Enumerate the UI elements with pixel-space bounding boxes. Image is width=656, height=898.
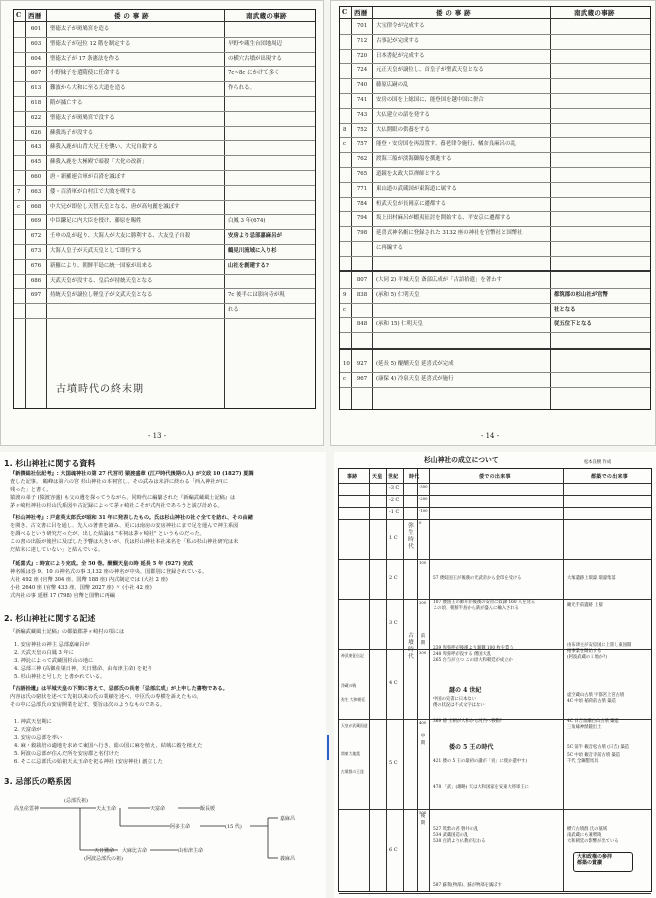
table-row	[340, 63, 650, 79]
year-mark: 500	[419, 810, 427, 815]
year-cell: 672	[30, 233, 42, 240]
year-cell: 720	[356, 52, 368, 59]
text-line: 3. 神託によって武蔵国杉山の地に	[14, 658, 94, 665]
year-cell: 668	[30, 203, 42, 210]
year-cell: 712	[356, 37, 368, 44]
document-sugiyama-materials	[0, 452, 326, 898]
text-line: 『古語拾遺』は平城天皇の下問に答えて、忌部氏の長老「忌部広成」が上申した書物である。	[10, 686, 228, 692]
chronology-table-13	[13, 9, 316, 409]
tsuzuki-event: 都築の賞讃	[577, 860, 603, 866]
year-cell: 663	[30, 188, 42, 195]
table-row	[340, 123, 650, 139]
year-cell: 838	[356, 291, 368, 298]
year-cell: 724	[356, 67, 368, 74]
wa-event: 107 倭国王の帥升が後漢の安帝に奴隷 160 人を送る	[433, 600, 536, 605]
year-mark: 200	[419, 600, 427, 605]
wa-event: 248 卑弥呼が没する 倭国大乱	[433, 652, 492, 657]
year-mark: -100	[419, 508, 428, 513]
col-header-3: 世紀	[388, 474, 399, 480]
event-cell: 小野妹子を遣隋使に任命する	[50, 70, 121, 77]
tree-node-10: 由布津主命	[178, 848, 204, 854]
year-mark: 400	[419, 720, 427, 725]
table-row	[14, 37, 315, 53]
section-1-p1	[10, 470, 254, 510]
south-musashi-cell: 山社を創建する?	[228, 262, 269, 269]
south-musashi-cell: 鶴見川流域に入り杉	[228, 248, 277, 254]
col-header-6: 都築での出来事	[591, 474, 629, 480]
tsuzuki-event: 虚空蔵山古墳 宇都宮上宮古墳	[567, 693, 625, 698]
wa-event: 倭の 5 王の時代	[449, 744, 494, 751]
header-year: 西暦	[28, 12, 42, 20]
event-cell: 大宝律令が完成する	[376, 23, 425, 29]
wa-event: 謎の 4 世紀	[449, 687, 482, 694]
text-line: だ結末に達していない」と結んでいる。	[10, 547, 104, 554]
century-band	[339, 719, 651, 810]
year-cell: 603	[30, 40, 42, 47]
year-cell: 604	[30, 55, 42, 62]
year-cell: 765	[356, 171, 368, 177]
chronology-table-14	[339, 6, 651, 410]
year-mark: 300	[419, 650, 427, 655]
event-cell: に再編する	[376, 245, 403, 251]
left-label: 浄蔵の戦	[341, 683, 357, 688]
century-label: -2 C	[389, 497, 400, 503]
header-c: C	[342, 8, 348, 16]
chart-sugiyama-origin	[334, 452, 656, 898]
south-musashi-cell: れる	[228, 307, 239, 314]
tsuzuki-event: 千代 全鋼製馬具	[567, 759, 599, 764]
event-cell: (大同 2) 平城天皇 斎部広成が「古語拾遺」を著わす	[376, 277, 502, 283]
table-row	[340, 197, 650, 213]
kofun-caption: 古墳時代の終末期	[56, 384, 144, 395]
event-cell: 日本書紀が完成する	[376, 52, 425, 59]
year-cell: 613	[30, 85, 42, 92]
text-line: 大社 492 座 (官幣 304 座、国幣 188 座) 内式制定では (大社 2 座)	[10, 577, 168, 584]
tree-node-3: 天富命	[150, 806, 166, 812]
year-cell: 622	[30, 114, 42, 121]
header-events: 倭 の 事 跡	[436, 9, 471, 17]
event-cell: 蘇我入鹿が山背大兄王を襲い、大兄自殺する	[50, 144, 158, 151]
tsuzuki-event: 南武蔵にも兼殯陵	[567, 833, 602, 838]
year-cell: 686	[30, 277, 42, 284]
century-cell: 8	[343, 126, 347, 133]
table-row	[340, 137, 650, 153]
wa-event: 369 倭 王朝が大和から河内へ移動?	[433, 719, 503, 724]
tree-node-1: 高皇産霊神	[14, 806, 40, 812]
tree-node-5: 阿多主命	[170, 824, 191, 830]
south-musashi-cell: 従五位下となる	[554, 321, 592, 328]
year-cell: 771	[356, 185, 368, 192]
year-cell: 798	[356, 230, 368, 237]
year-cell: 643	[30, 144, 42, 151]
tsuzuki-event: 大和朝廷の影響が出ている	[567, 839, 619, 844]
text-line: 4. 麻・穀栽培の適地を求めて東国へ行き、総の国に麻を植え、結城に穀を植えた	[14, 743, 203, 750]
wa-event: 57 倭奴国王が後漢の光武帝から金印を受ける	[433, 576, 522, 581]
wa-event: 527 筑紫の君 磐井の乱	[433, 827, 479, 832]
tsuzuki-event: 5C 中頃 観音寺前古墳 築造	[567, 753, 621, 758]
event-cell: 持統天皇が譲位し軽皇子が文武天皇となる	[50, 292, 153, 299]
header-south: 南武蔵の事跡	[574, 9, 615, 17]
event-cell: 聖徳太子が斑鳩宮を造る	[50, 26, 110, 32]
event-cell: 蘇我馬子が没する	[50, 129, 94, 136]
year-cell: 697	[30, 292, 42, 299]
south-musashi-cell: 作られる。	[228, 85, 255, 92]
century-cell: 10	[343, 361, 350, 367]
col-header-5: 倭での出来事	[479, 474, 511, 480]
chart-author: 松本良樹 作成	[584, 460, 612, 465]
page-14	[330, 0, 656, 446]
page-number: - 13 -	[148, 432, 167, 440]
year-cell: 607	[30, 70, 42, 77]
tree-node-6: (15 代)	[225, 824, 242, 830]
tree-note-2: (阿波忌部氏の祖)	[84, 856, 123, 862]
chart-title: 杉山神社の成立について	[424, 456, 499, 464]
tsuzuki-event: 三角縁神獣鏡出土	[567, 725, 602, 730]
wa-event: 538 百済より仏教が伝わる	[433, 839, 486, 844]
era-label: 弥生時代	[408, 523, 414, 550]
year-cell: 676	[30, 262, 42, 269]
wa-event: 534 武蔵国造の乱	[433, 833, 469, 838]
table-row	[14, 259, 315, 275]
tsuzuki-event: 観光手前遺跡 上層	[567, 603, 603, 608]
header-events: 倭 の 事 跡	[114, 12, 149, 20]
year-cell: 626	[30, 129, 42, 136]
table-row	[14, 170, 315, 186]
event-cell: (承和 15) 仁明天皇	[376, 321, 423, 328]
year-cell: 752	[356, 126, 368, 133]
text-line: 1. 安房神社の神主 忌部嘉麻呂が	[14, 642, 90, 648]
section-2-intro: 『新編武蔵風土記稿』の都築郡茅ヶ崎村の項には	[10, 629, 125, 635]
event-cell: 壬申の乱が起り、大海人が大友に勝利する、大友皇子自殺	[50, 233, 191, 240]
year-cell: 807	[356, 277, 368, 283]
section-2-kogo	[10, 685, 228, 709]
era-table	[338, 468, 652, 892]
left-label: 天皇が武蔵国造	[341, 723, 368, 728]
wa-event: 478 「武」(雄略) 天は大和国家を安東大将軍王に	[433, 785, 529, 790]
century-cell: c	[343, 375, 347, 382]
text-line: 小社 2640 座 (官幣 433 座、国幣 2027 座) 〃 (小社 42 座)	[10, 585, 152, 592]
col-header-1: 事跡	[347, 474, 358, 480]
text-line: 5. 杉山神社と号した と書かれている。	[14, 674, 106, 681]
table-row	[14, 274, 315, 290]
event-cell: 渡海三船が淡海御船を撰進する	[376, 156, 452, 163]
section-2-items2	[14, 718, 202, 767]
era-sub-label: 後期	[420, 814, 426, 826]
table-row	[14, 66, 315, 82]
century-cell: 7	[17, 188, 21, 195]
page-number: - 14 -	[481, 432, 500, 440]
event-cell: 坂上田村麻呂が蝦夷征討を開始する、平安京に遷都する	[376, 215, 511, 222]
event-cell: 聖徳太子が冠位 12 階を制定する	[50, 40, 131, 47]
text-line: を関き、古文書に目を通し、先人の著書を讀み、更には南房の安房神社にまで足を運んで神主系図	[10, 523, 239, 530]
text-line: 式内社の事 延暦 17 (798) 官幣と国幣に再編	[10, 593, 115, 600]
tree-node-11: 義麻呂	[280, 856, 296, 862]
text-line: 1. 神武天皇期に	[14, 719, 52, 725]
table-row	[340, 167, 650, 183]
event-cell: (承和 5) 仁明天皇	[376, 291, 420, 298]
event-cell: 難波から大和に至る大道を造る	[50, 85, 126, 92]
table-row	[340, 49, 650, 65]
year-cell: 762	[356, 156, 368, 163]
century-label: 3 C	[389, 620, 398, 626]
highlight-box	[573, 852, 633, 872]
south-musashi-cell: 社となる	[554, 306, 576, 313]
table-row	[14, 185, 315, 201]
south-musashi-cell: 安房より忌部嘉麻呂が	[228, 233, 282, 240]
table-row	[340, 34, 650, 50]
century-label: -3 C	[389, 485, 400, 491]
era-label: 古墳時代	[408, 633, 414, 660]
event-cell: 隋が滅亡する	[50, 100, 83, 106]
south-musashi-cell: 7c~8c にかけて多く	[228, 70, 280, 77]
tsuzuki-event: 大塚遺跡上環濠 環濠集落	[567, 576, 616, 581]
text-line: 『杉山神社考』: 戸倉英太郎氏が昭和 31 年に発表したもの。氏は杉山神社の社ぐ全てを訪れ、その由緒	[10, 515, 253, 521]
event-cell: 中臣鎌足に内大臣を授け、藤原を賜姓	[50, 218, 142, 225]
page-13	[0, 0, 324, 446]
table-row	[340, 152, 650, 168]
wa-event: 265 台与が立つ この頃大和朝廷が成立か	[433, 658, 513, 663]
year-cell: 927	[356, 361, 368, 367]
text-line: 2. 天武天皇の白鳳 3 年に	[14, 650, 74, 657]
tsuzuki-event: (阿波武蔵のミ地か?)	[567, 655, 608, 660]
text-line: この書の出版が後世に及ぼした予響は大きいが、氏は杉山神社本社来名を「私の杉山神社研究は未	[10, 539, 239, 546]
table-row	[14, 229, 315, 245]
left-label: 関東大地震	[341, 751, 360, 756]
table-row	[340, 211, 650, 227]
col-header-2: 天皇	[372, 474, 383, 480]
event-cell: 新羅により、朝鮮半島に統一国家が出来る	[50, 262, 153, 269]
event-cell: (康保 4) 冷泉天皇 延喜式が施行	[376, 375, 454, 382]
table-row	[340, 78, 650, 94]
col-header-4: 時代	[409, 474, 420, 480]
table-row	[14, 155, 315, 171]
century-band	[339, 519, 651, 560]
event-cell: 天武天皇が没する、皇后が持統天皇となる	[50, 277, 153, 284]
text-line: 3. 安房の忌部を率い	[14, 735, 63, 742]
event-cell: 唐・新羅連合軍が百済を滅ぼす	[50, 174, 126, 180]
year-cell: 757	[356, 141, 368, 148]
tree-node-7: 嘉麻呂	[280, 816, 296, 822]
south-musashi-cell: 白鳳 3 年(674)	[228, 218, 266, 225]
table-row	[340, 19, 650, 35]
era-sub-label: 中期	[420, 734, 426, 746]
century-label: 1 C	[389, 535, 398, 541]
year-mark: -300	[419, 484, 428, 489]
event-cell: 聖徳太子が斑鳩宮で没する	[50, 114, 115, 121]
table-row	[340, 372, 650, 388]
tree-node-4: 飯長媛	[200, 806, 216, 812]
event-cell: 東山道の武蔵国が東海道に属する	[376, 185, 457, 192]
wa-event: 中国の史書に日本ない	[433, 697, 476, 702]
text-line: 『延喜式』: 時宣により完成。全 50 巻。醍醐天皇の時 延長 5 年 (927) 完成	[10, 561, 193, 567]
year-cell: 967	[356, 375, 368, 382]
table-row	[340, 93, 650, 109]
event-cell: 安房の国を上総国に、能登国を越中国に併合	[376, 97, 484, 103]
table-row	[14, 96, 315, 112]
year-cell: 618	[30, 100, 42, 106]
header-c: C	[16, 11, 22, 19]
table-row	[14, 81, 315, 97]
left-label: 神武東征伝記	[341, 653, 364, 658]
header-south: 南武蔵の事跡	[246, 12, 287, 20]
section-1-p3	[10, 560, 207, 600]
tsuzuki-event: 4C 中頃 稲荷前古墳 築造	[567, 699, 616, 704]
year-cell: 740	[356, 82, 368, 89]
table-row	[340, 182, 650, 198]
event-cell: 元正天皇が譲位し、首皇子が聖武天皇となる	[376, 67, 484, 74]
tsuzuki-event: 4C 日吉加瀬白山古墳 築造	[567, 719, 619, 724]
tsuzuki-event: 由布津主が安房国に上陸し東国開	[567, 643, 632, 648]
text-line: 5. 阿波の忌部が住んだ所を安房郡と名付けた	[14, 751, 120, 758]
century-label: 4 C	[389, 680, 398, 686]
section-1-p2	[10, 514, 253, 554]
south-musashi-cell: 都筑郡の杉山社が官幣	[554, 291, 608, 298]
table-row	[340, 108, 650, 124]
year-cell: 669	[30, 218, 42, 225]
text-line: 残った」と書く。	[10, 487, 52, 494]
event-cell: 大仏開眼の供養をする	[376, 126, 430, 133]
section-1-title: 1. 杉山神社に関する資料	[4, 459, 96, 468]
table-row	[340, 273, 650, 289]
tree-node-9: 大麻比古命	[122, 848, 148, 854]
year-mark: 100	[419, 560, 427, 565]
table-row	[14, 214, 315, 230]
year-cell: 743	[356, 111, 368, 118]
text-line: 茅ヶ崎杜神社の杉山氏系図や古記録によって茅ヶ崎社こそが式内社であろうと説び計める。	[10, 503, 223, 510]
text-line: 『新撰総社伝記考』: 大国魂神社の第 27 代宮司 猿渡盛章 (江戸時代後期の人) が文政 10 (1827) 夏調	[10, 471, 254, 477]
century-label: 2 C	[389, 575, 398, 581]
header-year: 西暦	[354, 9, 368, 17]
table-row	[340, 241, 650, 257]
left-label: 弥生 大和朝廷	[341, 697, 365, 702]
wa-event: 239 卑弥呼が後漢より親魏 100 枚を貰う	[433, 646, 514, 651]
table-row	[14, 140, 315, 156]
text-line: を調べるという研究だったが、出した結論は "本祠は茅ヶ崎社" というものだった。	[10, 531, 205, 538]
year-mark: -200	[419, 496, 428, 501]
table-row	[340, 357, 650, 373]
tree-note-1: (忌部氏祖)	[64, 798, 88, 804]
century-label: 6 C	[389, 847, 398, 853]
event-cell: 大仏建立の詔を発する	[376, 111, 430, 118]
event-cell: 桓武天皇が長岡京に遷都する	[376, 200, 447, 207]
event-cell: 中大兄が即位し天智天皇となる、唐が高句麗を滅ぼす	[50, 203, 180, 210]
year-cell: 601	[30, 26, 42, 32]
blue-marker	[327, 735, 329, 760]
wa-event: 587 蘇我(物部)、蘇が物部を滅ぼす	[433, 883, 502, 888]
section-2-title: 2. 杉山神社に関する記述	[4, 614, 96, 623]
event-cell: 古事記が完成する	[376, 37, 420, 44]
event-cell: 聖徳太子が 17 条憲法を作る	[50, 55, 120, 62]
year-cell: 660	[30, 174, 42, 180]
event-cell: 能登・安房国を再設置す。養老律令施行、橘奈良麻呂の乱	[376, 141, 516, 148]
century-label: -1 C	[389, 509, 400, 515]
table-row	[14, 200, 315, 216]
year-cell: 784	[356, 200, 368, 207]
left-label: 古墳都の王達	[341, 769, 364, 774]
south-musashi-cell: の横穴古墳が出現する	[228, 55, 282, 62]
table-row	[14, 111, 315, 127]
text-line: 4. 忌部三神 (高御産巣日神、天日鷲命、由布津主命) を祀り	[14, 666, 153, 673]
event-cell: 延喜式神名帳に登録された 3132 座の神社を官幣社と国幣社	[376, 230, 523, 237]
year-cell: 848	[356, 321, 368, 328]
century-cell: 9	[343, 291, 347, 298]
table-row	[14, 22, 315, 38]
south-musashi-cell: 7c 後半には影向寺が現	[228, 292, 285, 299]
text-line: 査した記事。 鶴峰は第六の宮 杉山神社の本祠宮し、その武みは未詳に終わる「西入神社が(に	[10, 479, 229, 486]
table-row	[340, 226, 650, 242]
south-musashi-cell: 早野や蔵生台団地周辺	[228, 40, 282, 47]
tsuzuki-event: 拓事業を開始する	[567, 649, 602, 654]
table-row	[14, 244, 315, 260]
table-row	[14, 52, 315, 68]
text-line: 猿渡の弟子 (猿渡容盛) も父の遺を探ってうながら、同時代に編纂された『新編武蔵風土記稿』は	[10, 495, 236, 502]
table-row	[340, 317, 650, 333]
century-cell: c	[17, 203, 21, 210]
text-line: 内容は氏の窮状を述べて先祖以来の氏の業績を述べ、中臣氏の専横を訴えたもの。	[10, 694, 202, 701]
century-label: 5 C	[389, 760, 398, 766]
tsuzuki-event: 大和政権の参拝	[577, 854, 613, 860]
tsuzuki-event: 5C 前半 観音松古墳 (日吉) 築造	[567, 745, 630, 750]
year-cell: 701	[356, 23, 368, 29]
event-cell: 道鏡を太政大臣禅師とする	[376, 171, 441, 177]
year-cell: 741	[356, 97, 368, 103]
wa-event: この頃、朝鮮半島から鉄が盛んに輸入される	[433, 606, 519, 611]
tsuzuki-event: 横穴古墳群 氏の墓域	[567, 827, 608, 832]
era-sub-label: 前期	[420, 634, 426, 646]
table-row	[14, 288, 315, 304]
event-cell: 大海人皇子が天武天皇として即位する	[50, 248, 142, 254]
event-cell: (延長 5) 醍醐天皇 延喜式が完成	[376, 361, 454, 367]
event-cell: 藤原広嗣の乱	[376, 82, 409, 89]
event-cell: 蘇我入鹿を大極殿で暗殺「大化の改新」	[50, 159, 148, 166]
wa-event: 421 倭の 5 王の最初の讃が「貢」に使か遣中す)	[433, 759, 528, 764]
year-cell: 794	[356, 215, 368, 222]
year-mark: 0	[419, 520, 422, 525]
century-cell: c	[343, 141, 347, 148]
section-3-title: 3. 忌部氏の略系図	[4, 777, 72, 786]
text-line: 2. 天富命が	[14, 727, 42, 734]
table-row	[340, 288, 650, 304]
wa-event: 倭の状況は不式文字はない	[433, 703, 485, 708]
text-line: 6. そこに忌部氏の始祖天太玉命を祀る神社 (安房神社) 創立した	[14, 759, 163, 766]
text-line: 神名帳は巻 9、10 の神名式の事 3,132 座の神名が中央、国郡別に登録されている。	[10, 569, 208, 576]
section-2-items1	[14, 641, 152, 681]
table-row	[14, 126, 315, 142]
century-cell: c	[343, 306, 347, 313]
year-cell: 645	[30, 159, 42, 166]
year-cell: 673	[30, 248, 42, 254]
tree-node-8: 天日鷲命	[94, 848, 115, 854]
text-line: その中に忌部氏の安房開業を記す。要旨は次のようなものである。	[10, 702, 166, 709]
table-row	[14, 303, 315, 319]
event-cell: 倭・百済軍が白村江で大敗を喫する	[50, 188, 137, 195]
tree-node-2: 天太玉命	[96, 806, 117, 812]
table-row	[340, 303, 650, 319]
